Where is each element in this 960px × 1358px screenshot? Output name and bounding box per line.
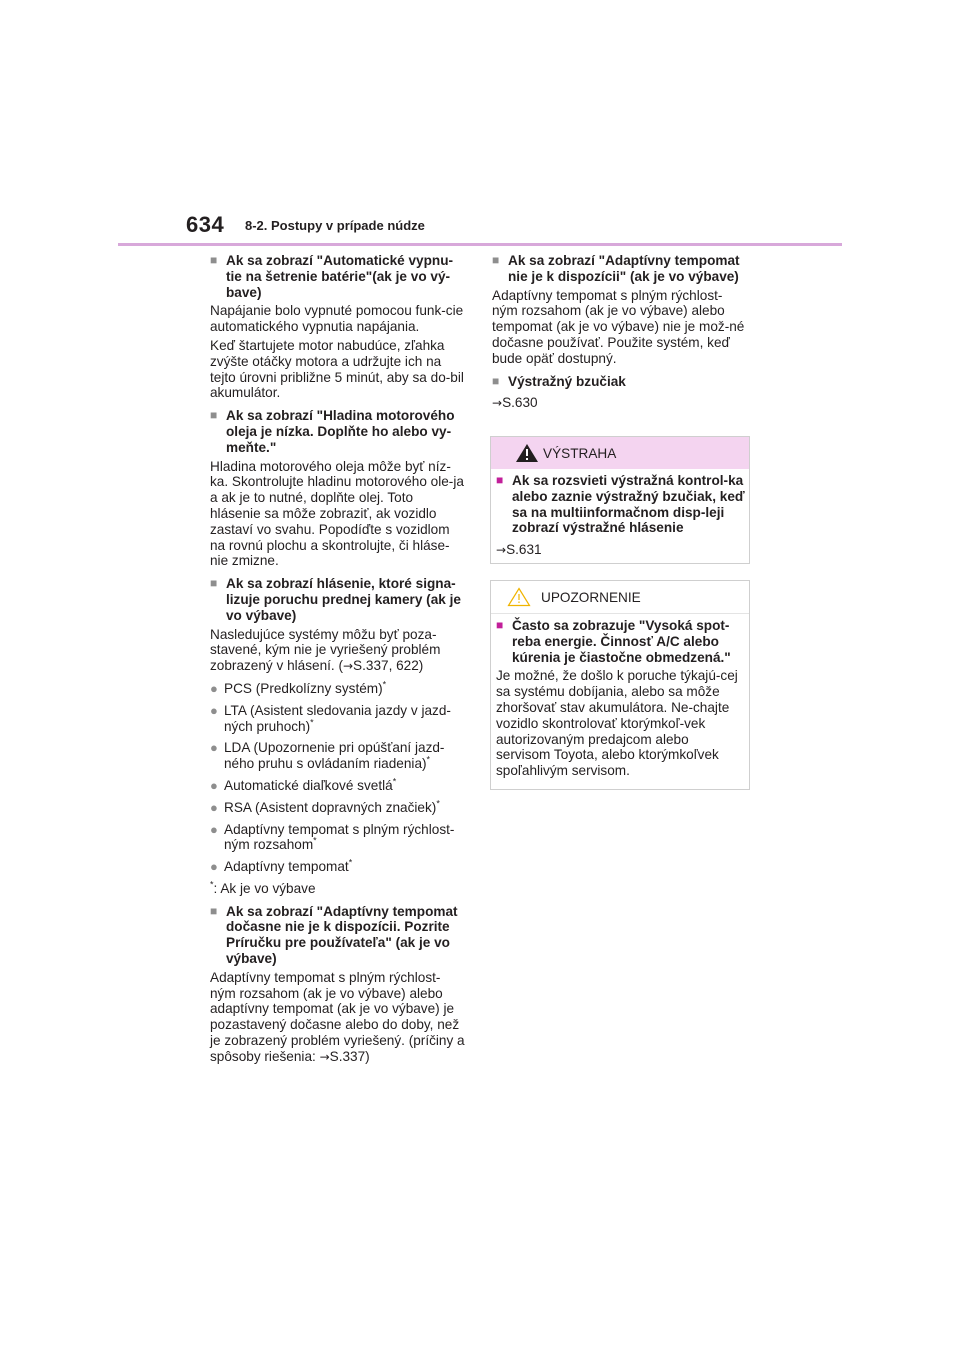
circle-bullet-icon: ● xyxy=(210,777,218,793)
section-title: 8-2. Postupy v prípade núdze xyxy=(245,218,425,233)
notice-box-body xyxy=(491,614,749,779)
page-reference: S.337, 622) xyxy=(353,658,424,674)
notice-box xyxy=(490,580,750,790)
circle-bullet-icon: ● xyxy=(210,740,218,756)
paragraph: Nasledujúce systémy môžu byť poza-stavené, kým nie je vyriešený problém zobrazený v hlásení. (→S.337, 622) xyxy=(210,626,441,674)
circle-bullet-icon: ● xyxy=(210,702,218,718)
square-bullet-icon: ■ xyxy=(496,473,504,487)
paragraph: Adaptívny tempomat s plným rýchlost-ným rozsahom (ak je vo výbave) alebo adaptívny tempomat (ak je vo výbave) je pozastavený dočasne alebo do doby, než je zobrazený problém vyriešený. (príčiny a spôsoby riešenia: →S.337) xyxy=(210,969,465,1064)
caution-triangle-icon xyxy=(507,587,531,607)
warning-label: VÝSTRAHA xyxy=(543,446,617,461)
list-item: ● Adaptívny tempomat s plným rýchlost-ným rozsahom* xyxy=(210,821,455,853)
square-bullet-icon: ■ xyxy=(492,373,500,388)
item-heading: ■ Výstražný bzučiak xyxy=(492,373,626,389)
header-divider xyxy=(118,243,842,246)
item-heading: ■ Ak sa zobrazí "Adaptívny tempomat nie je k dispozícii" (ak je vo výbave) xyxy=(492,253,740,284)
paragraph: Je možné, že došlo k poruche týkajú-cej sa systému dobíjania, alebo sa môže zhoršovať stav akumulátora. Ne-chajte vozidlo skontrolovať ktorýmkoľ-vek autorizovaným predajcom alebo servisom Toyota, alebo ktorýmkoľvek spoľahlivým servisom. xyxy=(496,668,738,779)
paragraph: Keď štartujete motor nabudúce, zľahka zvýšte otáčky motora a udržujte ich na tejto úrovni približne 5 minút, aby sa do-bil akumulátor. xyxy=(210,337,464,401)
arrow-icon: → xyxy=(496,543,507,558)
notice-label: UPOZORNENIE xyxy=(541,590,641,605)
arrow-icon: → xyxy=(319,1049,330,1064)
list-item: ● RSA (Asistent dopravných značiek)* xyxy=(210,798,440,815)
list-item: ● LDA (Upozornenie pri opúšťaní jazd-ného pruhu s ovládaním riadenia)* xyxy=(210,740,445,772)
list-item: ● Adaptívny tempomat* xyxy=(210,857,353,875)
warning-triangle-icon xyxy=(515,443,539,463)
right-column xyxy=(492,253,748,412)
paragraph: Hladina motorového oleja môže byť níz-ka. Skontrolujte hladinu motorového ole-ja a ak je to nutné, doplňte olej. Toto hlásenie sa môže zobraziť, ak vozidlo zastaví vo svahu. Popodíďte s vozidlom na rovnú plochu a skontrolujte, či hláse-nie zmizne. xyxy=(210,458,464,569)
circle-bullet-icon: ● xyxy=(210,680,218,696)
item-heading: ■ Ak sa zobrazí "Automatické vypnu-tie na šetrenie batérie"(ak je vo vý-bave) xyxy=(210,253,454,300)
square-bullet-icon: ■ xyxy=(210,253,218,267)
circle-bullet-icon: ● xyxy=(210,821,218,837)
arrow-icon: → xyxy=(342,659,354,674)
warning-box xyxy=(490,436,750,564)
list-item: ● Automatické diaľkové svetlá* xyxy=(210,776,397,793)
list-item: ● PCS (Predkolízny systém)* xyxy=(210,679,387,696)
page-reference: →S.631 xyxy=(496,542,542,558)
arrow-icon: → xyxy=(492,396,503,411)
item-heading: ■ Ak sa rozsvieti výstražná kontrol-ka alebo zaznie výstražný bzučiak, keď sa na multiinformačnom disp-leji zobrazí výstražné hlásenie xyxy=(496,473,745,536)
square-bullet-icon: ■ xyxy=(210,408,218,423)
warning-box-body xyxy=(491,469,749,559)
square-bullet-icon: ■ xyxy=(496,618,504,632)
square-bullet-icon: ■ xyxy=(210,903,218,918)
square-bullet-icon: ■ xyxy=(492,253,500,267)
item-heading: ■ Často sa zobrazuje "Vysoká spot-reba energie. Činnosť A/C alebo kúrenia je čiastočne obmedzená." xyxy=(496,618,731,665)
paragraph: Napájanie bolo vypnuté pomocou funk-cie automatického vypnutia napájania. xyxy=(210,303,464,335)
warning-box-header xyxy=(491,437,749,469)
item-heading: ■ Ak sa zobrazí hlásenie, ktoré signa-lizuje poruchu prednej kamery (ak je vo výbave) xyxy=(210,576,461,623)
notice-box-header xyxy=(491,581,749,614)
item-heading: ■ Ak sa zobrazí "Adaptívny tempomat dočasne nie je k dispozícii. Pozrite Príručku pre používateľa" (ak je vo výbave) xyxy=(210,903,458,967)
page-number: 634 xyxy=(186,212,225,237)
page-reference: S.337) xyxy=(329,1048,370,1064)
list-item: ● LTA (Asistent sledovania jazdy v jazd-ných pruhoch)* xyxy=(210,702,451,734)
page-reference: →S.630 xyxy=(492,395,538,411)
circle-bullet-icon: ● xyxy=(210,799,218,815)
paragraph: Adaptívny tempomat s plným rýchlost-ným rozsahom (ak je vo výbave) alebo tempomat (ak je vo výbave) nie je mož-né dočasne používať. Použite systém, keď bude opäť dostupný. xyxy=(492,287,745,366)
circle-bullet-icon: ● xyxy=(210,859,218,875)
item-heading: ■ Ak sa zobrazí "Hladina motorového oleja je nízka. Doplňte ho alebo vy-meňte." xyxy=(210,408,455,455)
footnote: *: Ak je vo výbave xyxy=(210,879,316,896)
square-bullet-icon: ■ xyxy=(210,576,218,591)
left-column xyxy=(210,253,466,1066)
